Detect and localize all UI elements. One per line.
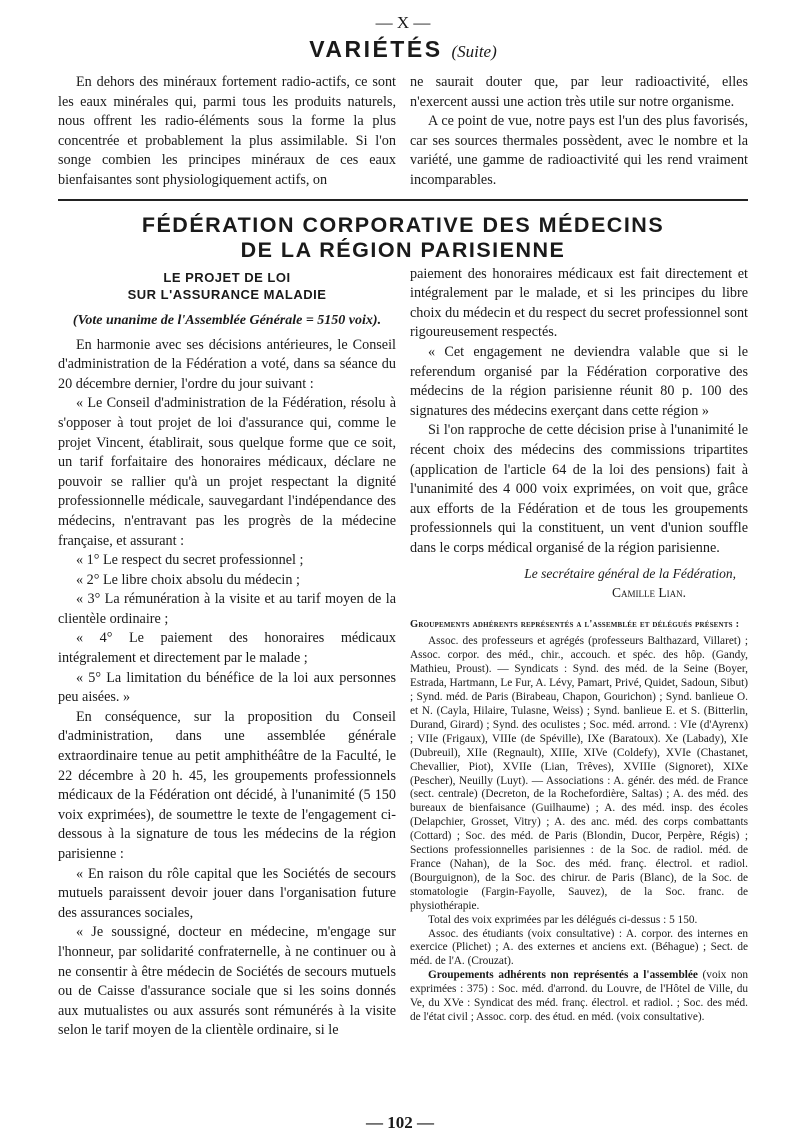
groups-list: Assoc. des professeurs et agrégés (professeurs Balthazard, Villaret) ; Assoc. corpor. des méd., chir., accouch. et spéc. des hôp. (Gandy, Mathieu, Proust). — Syndicats : Synd. des méd. de la Seine (Boyer, Estrada, Hartmann, Le Fur, A. Lévy, Pamart, Privé, Quidet, Sadoun, Sibut) ; Synd. méd. de Paris (Birabeau, Chapon, Gourichon) ; Synd. banlieue O. et N. (Cayla, Hilaire, Tulasne, Weiss) ; Synd. banlieue E. et S. (Bitterlin, Durand, Girard) ; Synd. des oculistes ; Soc. méd. arrond. : VIe (d'Ayrenx) ; VIIe (Frigaux), VIIIe (de Spéville), IXe (Baratoux). Xe (Labady), XIe (Dubreuil), XIIe (Regnault), XIIIe, XIVe (Coldefy), XVIe (Chastanet, Chevallier, Piot), XVIIe (Lian, Trêves), XVIIIe (Signoret), XIXe (Pescher), Neuilly (Luyt). — Associations : A. génér. des méd. de France (sect. centrale) (Decreton, de la Rochefordière, Saltas) ; A. des méd. des bureaux de bienfaisance (Guilhaume) ; A. des méd. insp. des écoles (Delapchier, Grosset, Vitry) ; A. des anc. méd. des corps combattants (Cottard) ; Soc. des méd. de Paris (Blondin, Ducor, Perpère, Régis) ; Sections professionnelles parisiennes : de la Soc. de radiol. méd. de France (Nahan), de la Soc. des méd. franç. électrol. et radiol. (Bourguignon), de la Soc. des chirur. de Paris (Blanc), de la Soc. de stomatologie (Fargin-Fayolle, Sauvez), de la Soc. franc. de physiothérapie.	[410, 635, 748, 912]
article-list-item: « 3° La rémunération à la visite et au tarif moyen de la clientèle ordinaire ;	[58, 591, 396, 627]
article-subtitle-line: LE PROJET DE LOI	[163, 269, 291, 285]
varietes-paragraph: ne saurait douter que, par leur radioactivité, elles n'exercent aussi une action très utile sur notre organisme.	[410, 74, 748, 110]
article-paragraph: En harmonie avec ses décisions antérieures, le Conseil d'administration de la Fédération a voté, dans sa séance du 20 décembre dernier, l'ordre du jour suivant :	[58, 336, 396, 392]
article-title	[58, 213, 748, 263]
article-list-item: « 1° Le respect du secret professionnel ;	[76, 552, 304, 569]
total-votes: Total des voix exprimées par les délégués ci-dessus : 5 150.	[428, 913, 698, 926]
varietes-right-column	[410, 73, 748, 191]
signature-name: Camille Lian.	[612, 585, 686, 601]
article-columns	[58, 265, 748, 1041]
article-subtitle	[58, 269, 396, 303]
article-paragraph: Si l'on rapproche de cette décision prise à l'unanimité le récent choix des médecins des commissions tripartites (application de l'article 64 de la loi des pensions) fait à l'unanimité des 4 000 voix exprimées, on voit que, grâce aux efforts de la Fédération et de tous les groupements professionnels qui la constituent, un vent d'union souffle dans le corps médical organisé de la région parisienne.	[410, 422, 748, 556]
non-represented-groups	[410, 969, 748, 1025]
varietes-columns	[58, 73, 748, 191]
groups-heading: Groupements adhérents représentés a l'assemblée et délégués présents :	[410, 619, 740, 631]
signature-role: Le secrétaire général de la Fédération,	[524, 566, 736, 582]
article-list-item: « 5° La limitation du bénéfice de la loi aux personnes peu aisées. »	[58, 669, 396, 706]
article-title-line: DE LA RÉGION PARISIENNE	[240, 237, 566, 262]
varietes-paragraph: En dehors des minéraux fortement radio-actifs, ce sont les eaux minérales qui, parmi tous les produits naturels, nous offrent les radio-éléments sous la forme la plus concentrée et probablement la plus assimilable. Si l'on songe combien les principes minéraux de ces eaux bienfaisantes sont physiologiquement actifs, on	[58, 74, 396, 188]
page-content	[58, 10, 748, 1041]
section-title	[58, 36, 748, 65]
article-paragraph: En conséquence, sur la proposition du Conseil d'administration, dans une assemblée générale extraordinaire tenue au petit amphithéâtre de la Faculté, le 22 décembre à 20 h. 45, les groupements professionnels médicaux de la Fédération ont décidé, à l'unanimité (5 150 voix exprimées), de soumettre le texte de l'engagement ci-dessous à la signature de tous les médecins de la région parisienne :	[58, 708, 396, 862]
varietes-paragraph: A ce point de vue, notre pays est l'un des plus favorisés, car ses sources thermales possèdent, avec le nombre et la variété, une gamme de radioactivité qui les rend vraiment incomparables.	[410, 113, 748, 188]
non-represented-text: (voix non exprimées : 375) : Soc. méd. d'arrond. du Louvre, de l'Hôtel de Ville, du Ve, du XVe : Syndicat des méd. franç. électrol. et radiol. ; Soc. des méd. de l'état civil ; Assoc. corp. des étud. en méd. (voix consultative).	[410, 969, 748, 1023]
article-paragraph: « Le Conseil d'administration de la Fédération, résolu à s'opposer à tout projet de loi d'assurance qui, comme le projet Vincent, établirait, sous quelque forme que ce soit, un tarif forfaitaire des honoraires médicaux, déclare ne pouvoir se rallier qu'à un projet respectant la dignité professionnelle médicale, sauvegardant l'indépendance des médecins, n'entravant pas les progrès de la médecine française, et assurant :	[58, 395, 396, 549]
non-represented-heading: Groupements adhérents non représentés a l'assemblée	[428, 969, 698, 982]
article-subtitle-line: SUR L'ASSURANCE MALADIE	[127, 286, 327, 302]
article-title-line: FÉDÉRATION CORPORATIVE DES MÉDECINS	[141, 212, 665, 237]
students-list: Assoc. des étudiants (voix consultative) : A. corpor. des internes en exercice (Plichet) ; A. des externes et anciens ext. (Béhague) ; Sect. de méd. de l'A. (Crouzat).	[410, 927, 748, 968]
article-list-item: « 4° Le paiement des honoraires médicaux intégralement et directement par le malade ;	[58, 630, 396, 667]
vote-note: (Vote unanime de l'Assemblée Générale = 5150 voix).	[72, 312, 382, 328]
varietes-left-column	[58, 73, 396, 191]
page-number: — 102 —	[366, 1113, 434, 1132]
section-divider	[58, 199, 748, 201]
article-left-column	[58, 265, 396, 1041]
article-list-item: « 2° Le libre choix absolu du médecin ;	[76, 571, 300, 588]
article-paragraph: paiement des honoraires médicaux est fait directement et intégralement par le malade, et si les principes du libre choix du médecin et du respect du secret professionnel sont rigoureusement respectés.	[410, 265, 748, 341]
article-right-column	[410, 265, 748, 1041]
roman-page-marker: — X —	[375, 13, 431, 32]
section-title-text: VARIÉTÉS	[309, 36, 443, 62]
section-title-suite: (Suite)	[451, 42, 497, 61]
article-paragraph: « Je soussigné, docteur en médecine, m'engage sur l'honneur, par solidarité confraternelle, à ne continuer ou à ne consentir à être médecin de Sociétés de secours mutuels ou de Caisse d'assurance sociale que si les soins donnés aux mutualistes ou aux assurés sont rémunérés à la visite selon le tarif moyen de la clientèle ordinaire, si le	[58, 924, 396, 1039]
article-paragraph: « Cet engagement ne deviendra valable que si le referendum organisé par la Fédération corporative des médecins de la région parisienne réunit 80 p. 100 des signatures des médecins exerçant dans cette région »	[410, 343, 748, 419]
article-paragraph: « En raison du rôle capital que les Sociétés de secours mutuels paraissent devoir jouer dans l'organisation future des assurances sociales,	[58, 865, 396, 921]
